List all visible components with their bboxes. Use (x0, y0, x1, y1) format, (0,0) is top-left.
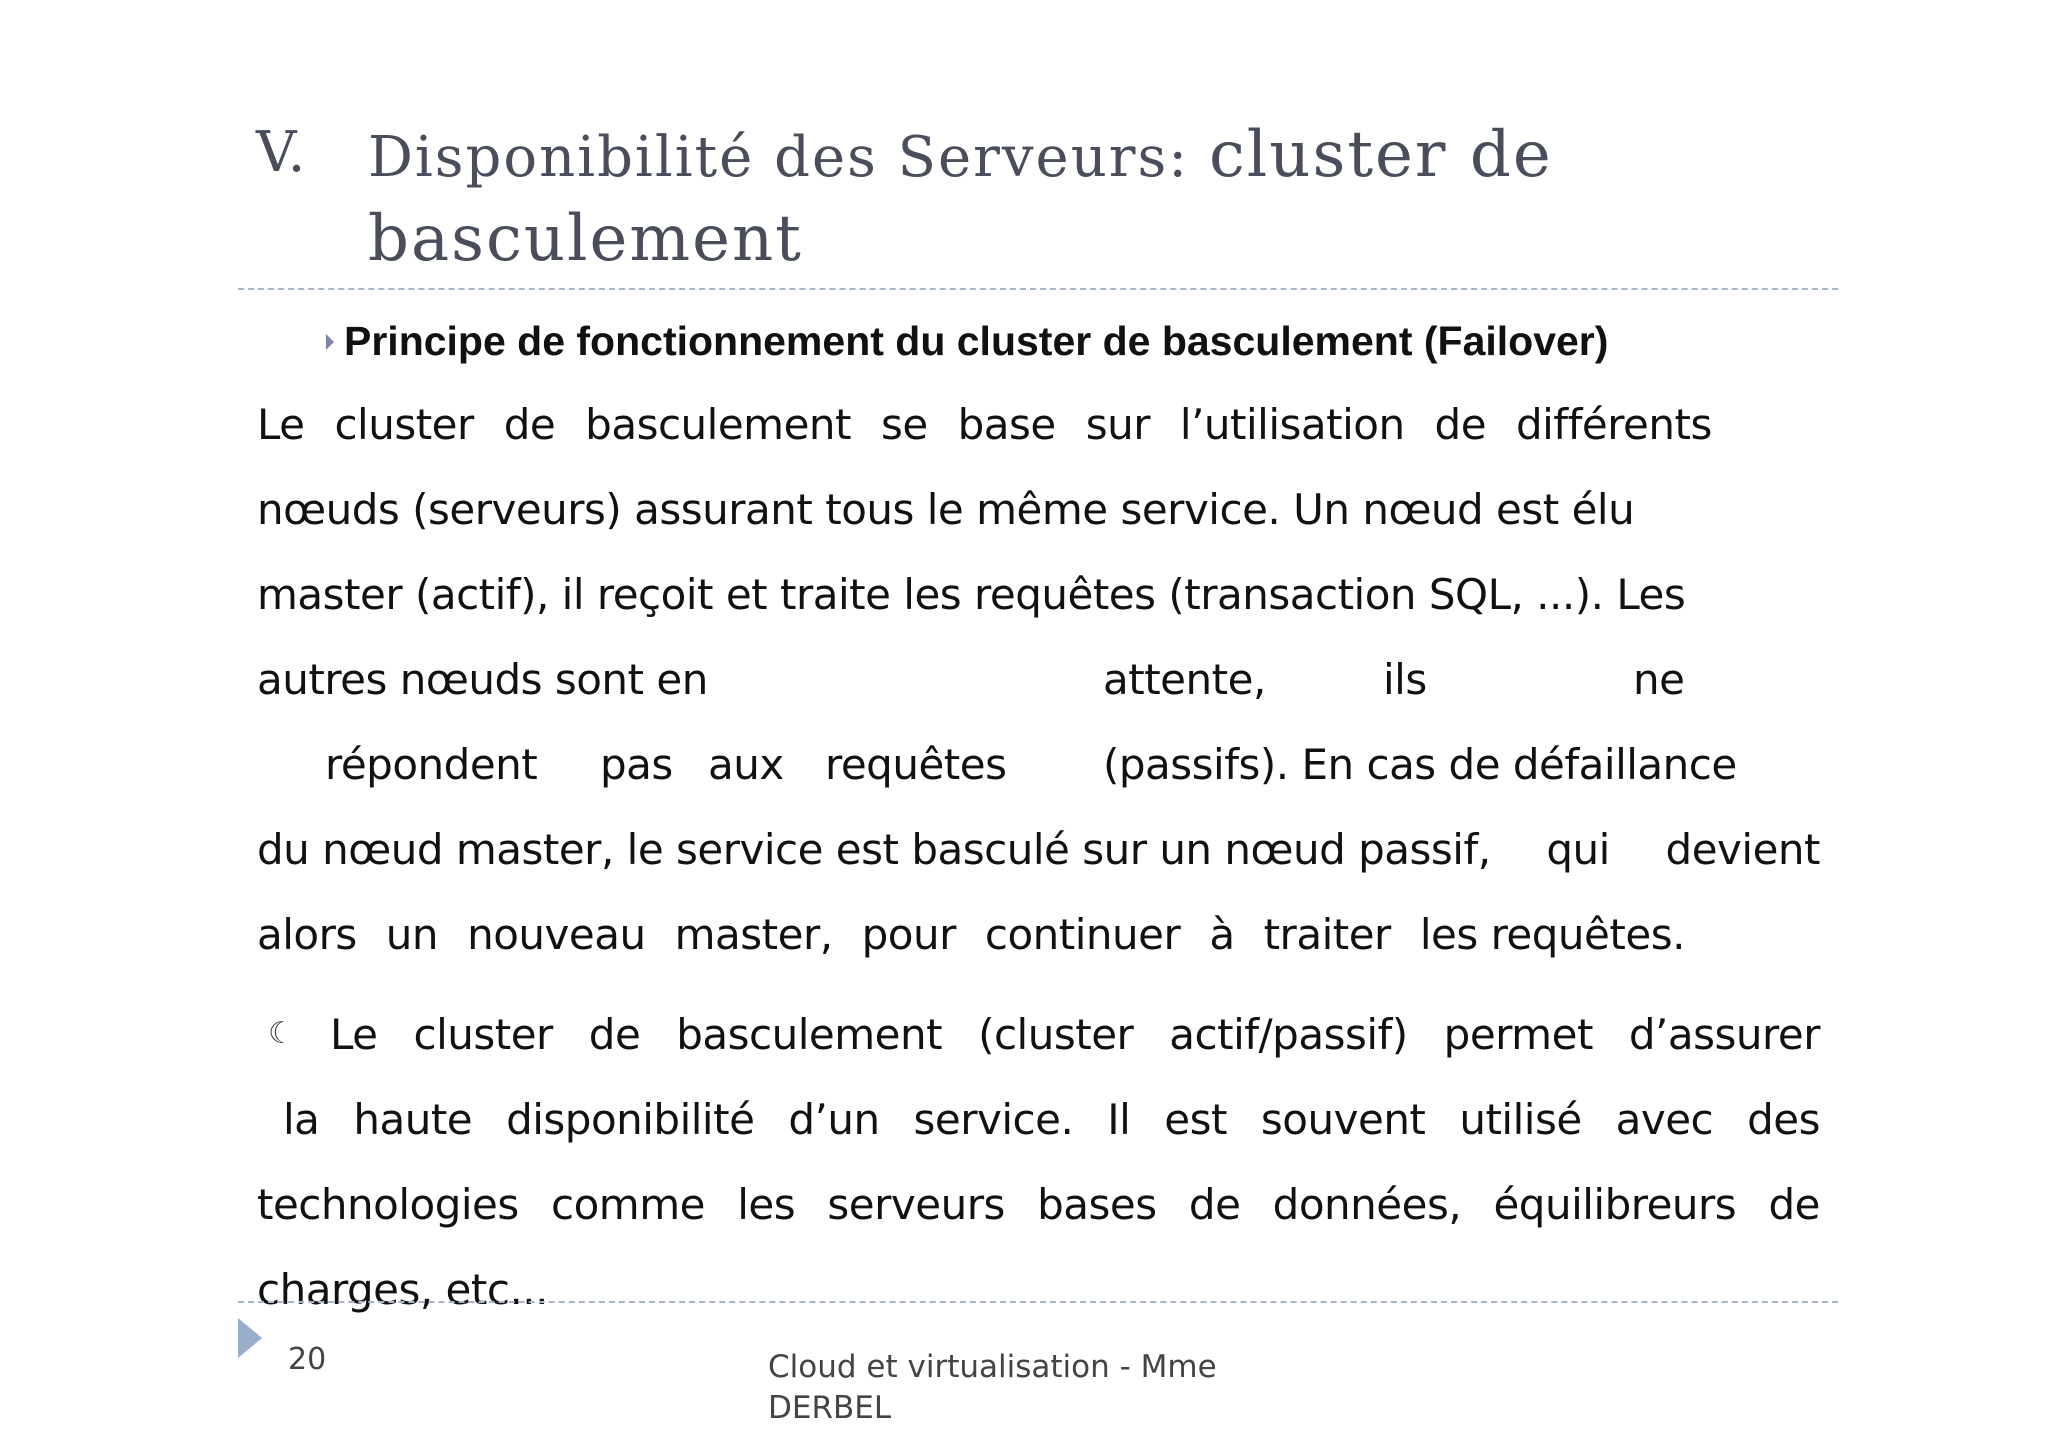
word: souvent (1260, 1095, 1426, 1144)
paragraph1-line3: master (actif), il reçoit et traite les requêtes (transaction SQL, ...). Les (257, 570, 1686, 619)
word: données, (1272, 1180, 1462, 1229)
word: technologies (257, 1180, 519, 1229)
word: permet (1443, 1010, 1593, 1059)
word: équilibreurs (1493, 1180, 1737, 1229)
paragraph1-line4d: ne (1633, 655, 1685, 704)
page-title-line1 (368, 118, 1553, 192)
triangle-bullet-icon (326, 334, 334, 350)
paragraph2-line3 (257, 1180, 1820, 1229)
word: disponibilité (506, 1095, 755, 1144)
word: serveurs (827, 1180, 1005, 1229)
paragraph1-line1 (257, 400, 1712, 449)
word: bases (1037, 1180, 1157, 1229)
word: haute (353, 1095, 473, 1144)
word: continuer (984, 910, 1181, 959)
word: est (1164, 1095, 1227, 1144)
word: (cluster (978, 1010, 1134, 1059)
footer-triangle-icon (238, 1318, 262, 1358)
word: de (1434, 400, 1487, 449)
bottom-divider (238, 1301, 1838, 1303)
word: la (283, 1095, 320, 1144)
page-number: 20 (288, 1342, 327, 1377)
word: les requêtes. (1419, 910, 1685, 959)
paragraph2-line2 (283, 1095, 1820, 1144)
word: se (880, 400, 928, 449)
word: qui (1546, 825, 1610, 874)
word: sur (1085, 400, 1150, 449)
word: de (1768, 1180, 1820, 1229)
word: à (1209, 910, 1235, 959)
title-part1: Disponibilité des Serveurs: (368, 125, 1209, 190)
moon-icon: ☾ (268, 1016, 295, 1051)
paragraph1-line2: nœuds (serveurs) assurant tous le même service. Un nœud est élu (257, 485, 1635, 534)
paragraph1-line4c: ils (1383, 655, 1427, 704)
word: cluster (413, 1010, 553, 1059)
word: de (588, 1010, 641, 1059)
word: d’assurer (1628, 1010, 1820, 1059)
word: traiter (1263, 910, 1391, 959)
paragraph1-line4a: autres nœuds sont en (257, 655, 708, 704)
paragraph1-line5d: requêtes (825, 740, 1007, 789)
footer-text: Cloud et virtualisation - Mme DERBEL (768, 1349, 1217, 1426)
word: Le (257, 400, 305, 449)
word: service. (913, 1095, 1074, 1144)
word: des (1747, 1095, 1820, 1144)
word: avec (1615, 1095, 1714, 1144)
paragraph1-line6 (257, 825, 1820, 874)
top-divider (238, 288, 1838, 290)
page-title-line2: basculement (368, 202, 803, 276)
word: actif/passif) (1169, 1010, 1408, 1059)
paragraph1-line5c: aux (708, 740, 784, 789)
word: de (503, 400, 556, 449)
paragraph2-line1 (330, 1010, 1820, 1059)
paragraph1-line5e: (passifs). En cas de défaillance (1103, 740, 1737, 789)
word: d’un (788, 1095, 880, 1144)
word: cluster (334, 400, 474, 449)
word: les (737, 1180, 796, 1229)
word: différents (1515, 400, 1712, 449)
paragraph2-line4: charges, etc... (257, 1265, 549, 1314)
paragraph1-line4b: attente, (1103, 655, 1266, 704)
subheading: Principe de fonctionnement du cluster de basculement (Failover) (344, 318, 1609, 364)
word: Il (1107, 1095, 1131, 1144)
word: de (1188, 1180, 1241, 1229)
word: alors (257, 910, 357, 959)
word: pour (861, 910, 956, 959)
word: du nœud master, le service est basculé sur un nœud passif, (257, 825, 1491, 874)
title-part2: cluster de (1208, 118, 1553, 192)
word: basculement (676, 1010, 943, 1059)
paragraph1-line7 (257, 910, 1685, 959)
word: nouveau (467, 910, 646, 959)
word: utilisé (1459, 1095, 1582, 1144)
word: master, (674, 910, 833, 959)
word: comme (551, 1180, 705, 1229)
word: base (957, 400, 1056, 449)
word: Le (330, 1010, 378, 1059)
word: un (385, 910, 439, 959)
word: devient (1665, 825, 1820, 874)
section-number: V. (256, 120, 307, 185)
word: l’utilisation (1179, 400, 1405, 449)
word: basculement (585, 400, 852, 449)
paragraph1-line5a: répondent (325, 740, 538, 789)
paragraph1-line5b: pas (600, 740, 673, 789)
